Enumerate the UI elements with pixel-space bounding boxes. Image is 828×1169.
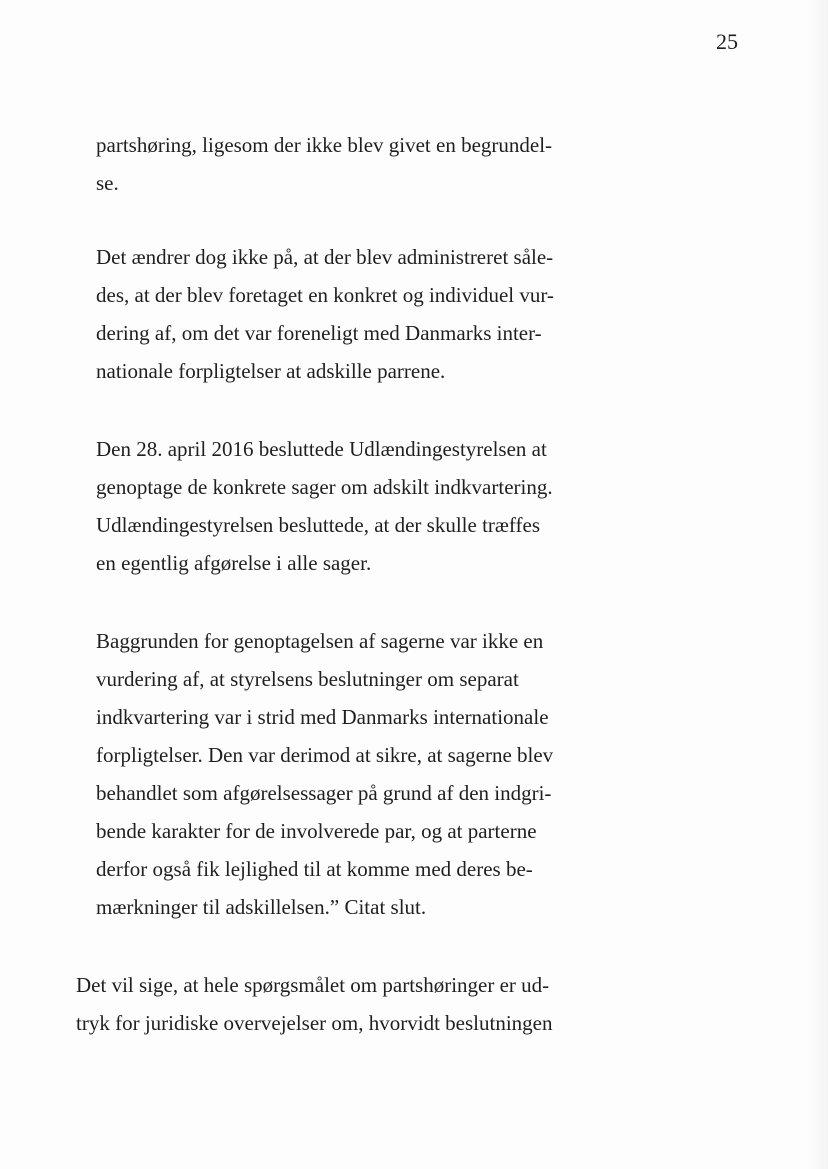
text-line: nationale forpligtelser at adskille parrene.	[96, 359, 446, 383]
quoted-paragraph-2	[96, 238, 554, 390]
text-line: se.	[96, 171, 119, 195]
body-paragraph	[76, 966, 552, 1042]
text-line: forpligtelser. Den var derimod at sikre, at sagerne blev	[96, 743, 554, 767]
text-line: dering af, om det var foreneligt med Danmarks inter-	[96, 321, 542, 345]
text-line: behandlet som afgørelsessager på grund af den indgri-	[96, 781, 552, 805]
quoted-paragraph-1	[96, 126, 552, 202]
text-line: Udlændingestyrelsen besluttede, at der skulle træffes	[96, 513, 541, 537]
text-line: Baggrunden for genoptagelsen af sagerne var ikke en	[96, 629, 544, 653]
text-line: en egentlig afgørelse i alle sager.	[96, 551, 372, 575]
text-line: Den 28. april 2016 besluttede Udlændingestyrelsen at	[96, 437, 547, 461]
text-line: vurdering af, at styrelsens beslutninger om separat	[96, 667, 519, 691]
page-number: 25	[716, 29, 738, 54]
scan-shadow-edge	[806, 0, 828, 1169]
text-line: indkvartering var i strid med Danmarks internationale	[96, 705, 549, 729]
text-line: Det vil sige, at hele spørgsmålet om partshøringer er ud-	[76, 973, 550, 997]
text-line: Det ændrer dog ikke på, at der blev administreret såle-	[96, 245, 554, 269]
quoted-paragraph-3	[96, 430, 553, 582]
text-line: mærkninger til adskillelsen.” Citat slut.	[96, 895, 427, 919]
text-line: tryk for juridiske overvejelser om, hvorvidt beslutningen	[76, 1011, 553, 1035]
text-line: partshøring, ligesom der ikke blev givet en begrundel-	[96, 133, 553, 157]
text-line: bende karakter for de involverede par, og at parterne	[96, 819, 537, 843]
text-line: des, at der blev foretaget en konkret og individuel vur-	[96, 283, 554, 307]
text-line: derfor også fik lejlighed til at komme med deres be-	[96, 857, 533, 881]
text-line: genoptage de konkrete sager om adskilt indkvartering.	[96, 475, 553, 499]
quoted-paragraph-4	[96, 622, 553, 926]
